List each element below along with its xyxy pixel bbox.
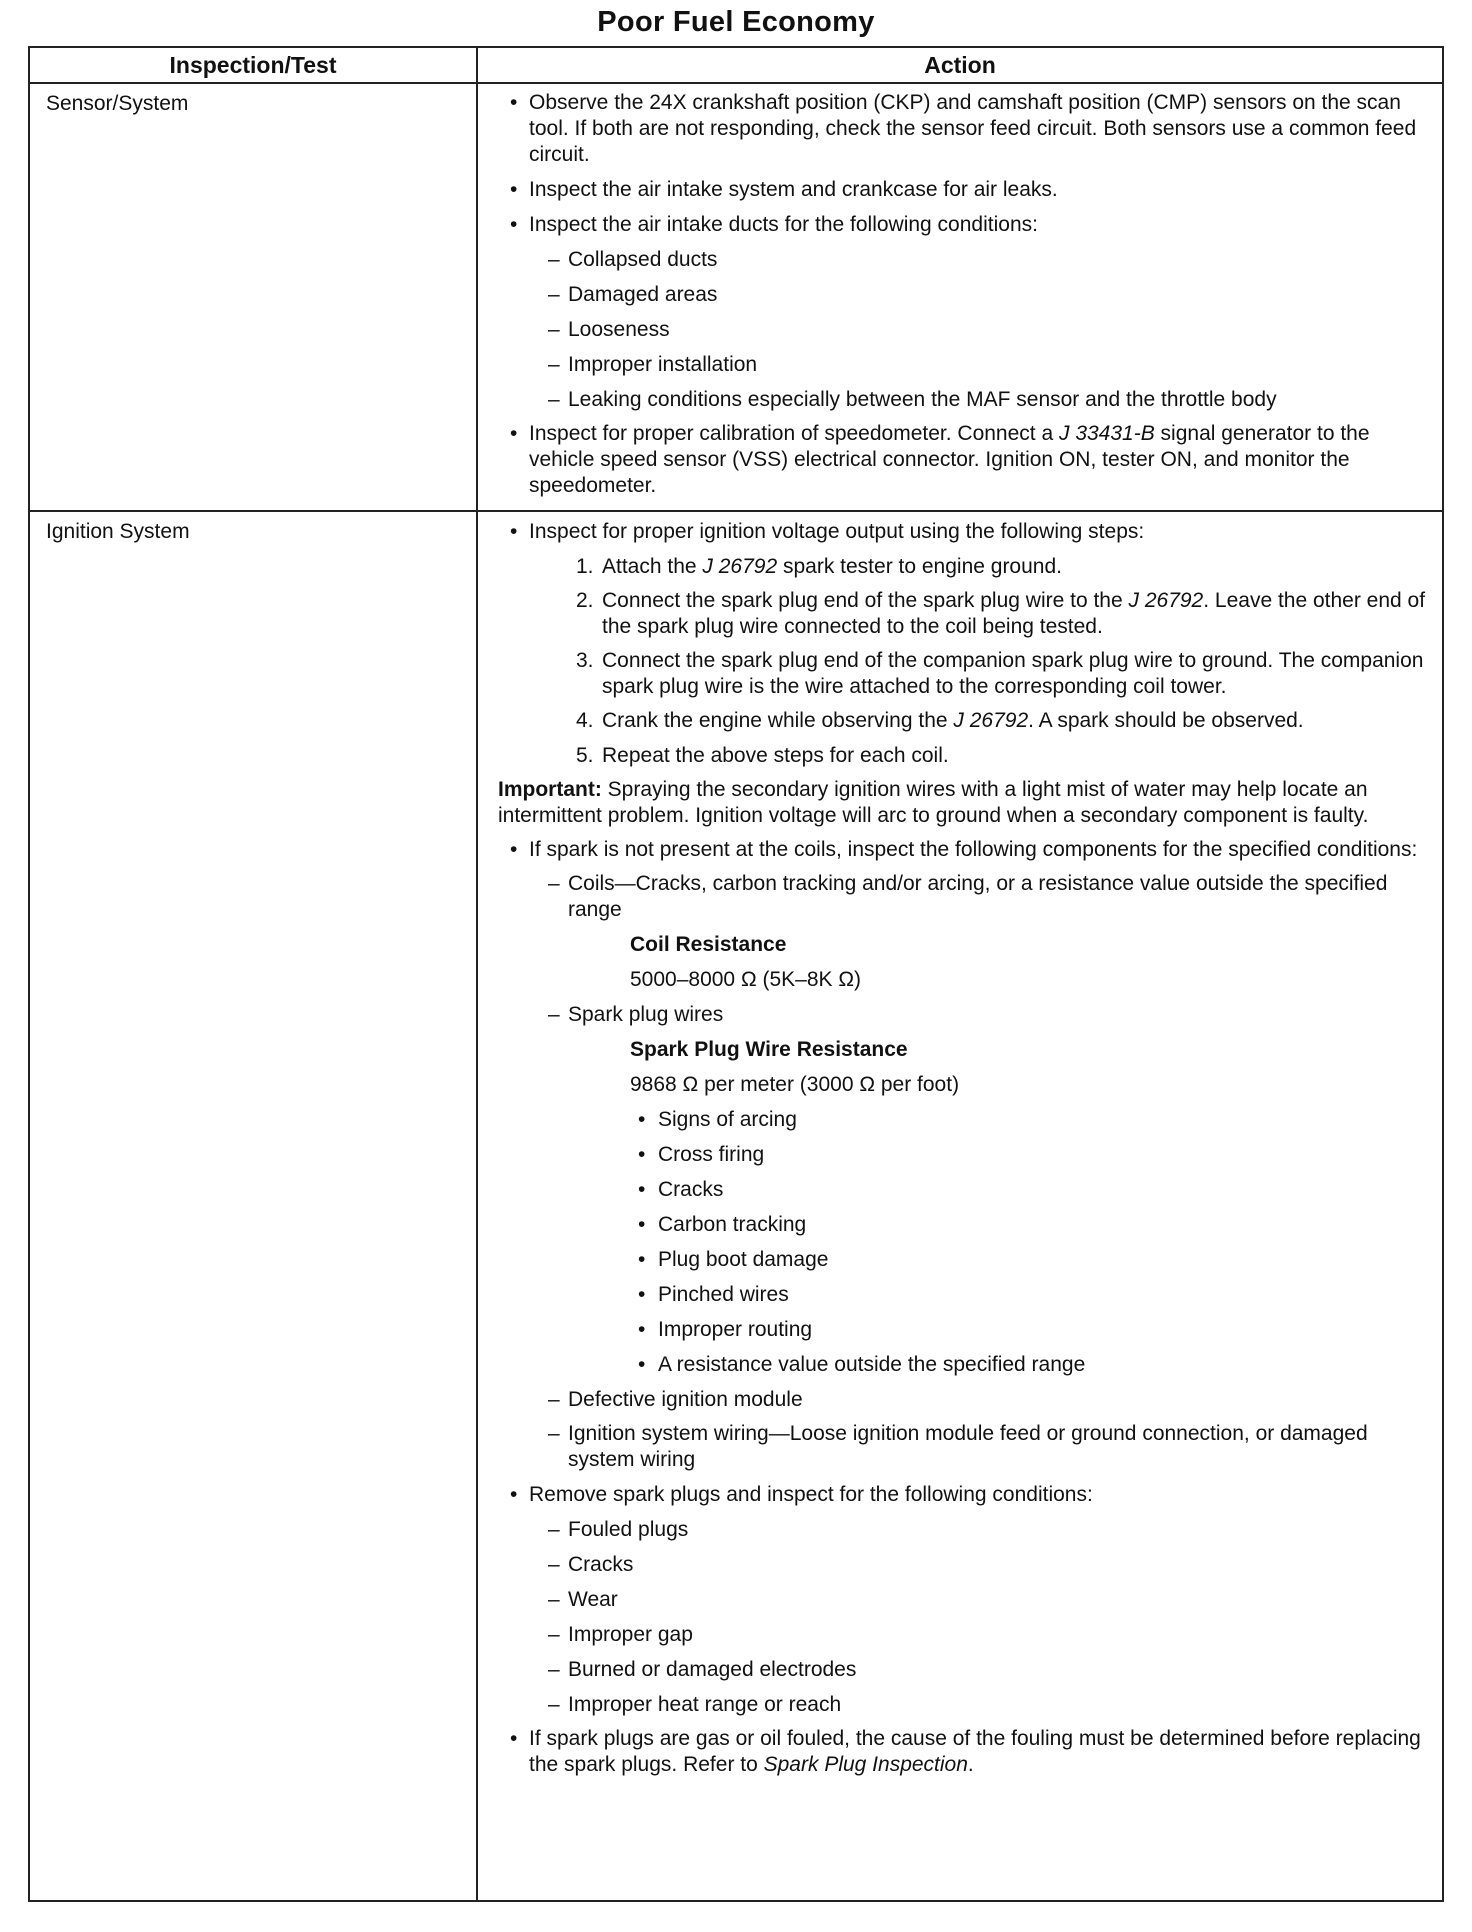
list-item: • If spark is not present at the coils, inspect the following components for the specified conditions: — [488, 837, 1428, 863]
list-item: • Signs of arcing — [488, 1106, 1428, 1133]
list-item: – Cracks — [488, 1551, 1428, 1578]
list-item: – Fouled plugs — [488, 1516, 1428, 1543]
step-number: 3. — [576, 649, 594, 672]
list-item: – Damaged areas — [488, 281, 1428, 308]
coil-resistance-value: 5000–8000 Ω (5K–8K Ω) — [630, 968, 862, 991]
list-item: • Observe the 24X crankshaft position (CKP) and camshaft position (CMP) sensors on the scan tool. If both are not responding, check the sensor feed circuit. Both sensors use a common feed circuit. — [488, 90, 1428, 168]
step-item — [488, 708, 1428, 734]
wire-resistance-title: Spark Plug Wire Resistance — [630, 1038, 908, 1061]
list-item — [488, 421, 1428, 499]
list-item: • A resistance value outside the specified range — [488, 1351, 1428, 1378]
text: signal generator to the vehicle speed sensor (VSS) electrical connector. Ignition ON, tester ON, and monitor the speedometer. — [529, 422, 1370, 497]
important-label: Important: — [498, 778, 602, 801]
list-item: • Cracks — [488, 1176, 1428, 1203]
row-label-sensor-system: Sensor/System — [46, 92, 189, 115]
list-item: – Looseness — [488, 316, 1428, 343]
step-item — [488, 648, 1428, 700]
important-note — [488, 777, 1428, 829]
list-item: – Leaking conditions especially between the MAF sensor and the throttle body — [488, 386, 1428, 413]
text: Spraying the secondary ignition wires with a light mist of water may help locate an intermittent problem. Ignition voltage will arc to ground when a secondary component is faulty. — [498, 778, 1369, 827]
step-number: 2. — [576, 589, 594, 612]
list-item: • Cross firing — [488, 1141, 1428, 1168]
list-item: – Coils—Cracks, carbon tracking and/or arcing, or a resistance value outside the specified range — [488, 871, 1428, 923]
tool-reference: J 26792 — [953, 709, 1029, 732]
tool-reference: J 26792 — [1128, 589, 1204, 612]
text: If spark plugs are gas or oil fouled, the cause of the fouling must be determined before replacing the spark plugs. Refer to — [529, 1727, 1421, 1776]
step-item — [488, 553, 1428, 580]
list-item: – Improper installation — [488, 351, 1428, 378]
text: Connect the spark plug end of the spark plug wire to the — [602, 589, 1129, 612]
coil-resistance-title: Coil Resistance — [630, 933, 787, 956]
list-item: • Inspect for proper ignition voltage output using the following steps: — [488, 518, 1428, 545]
text: Attach the — [602, 555, 703, 578]
column-divider — [476, 48, 478, 1900]
text: Inspect for proper calibration of speedometer. Connect a — [529, 422, 1059, 445]
text: Repeat the above steps for each coil. — [602, 744, 949, 767]
list-item: • Pinched wires — [488, 1281, 1428, 1308]
text: . — [967, 1753, 974, 1776]
header-divider — [30, 82, 1442, 84]
page-title: Poor Fuel Economy — [597, 6, 875, 38]
action-cell-ignition-system — [488, 518, 1428, 1786]
list-item: – Spark plug wires — [488, 1001, 1428, 1028]
header-inspection-test: Inspection/Test — [169, 52, 337, 78]
step-number: 1. — [576, 555, 594, 578]
cross-reference-link[interactable]: Spark Plug Inspection — [763, 1753, 968, 1776]
action-cell-sensor-system — [488, 90, 1428, 507]
text: Crank the engine while observing the — [602, 709, 954, 732]
list-item: – Burned or damaged electrodes — [488, 1656, 1428, 1683]
text: . Leave the other end of the spark plug wire connected to the coil being tested. — [602, 589, 1426, 638]
row-label-ignition-system: Ignition System — [46, 520, 190, 543]
list-item: • Remove spark plugs and inspect for the following conditions: — [488, 1481, 1428, 1508]
list-item: – Improper heat range or reach — [488, 1691, 1428, 1718]
step-number: 5. — [576, 744, 594, 767]
list-item: – Improper gap — [488, 1621, 1428, 1648]
step-number: 4. — [576, 709, 594, 732]
tool-reference: J 33431-B — [1058, 422, 1155, 445]
list-item: • Improper routing — [488, 1316, 1428, 1343]
step-item — [488, 588, 1428, 640]
text: Connect the spark plug end of the companion spark plug wire to ground. The companion spark plug wire is the wire attached to the corresponding coil tower. — [602, 649, 1424, 698]
list-item: • Inspect the air intake ducts for the following conditions: — [488, 211, 1428, 238]
tool-reference: J 26792 — [702, 555, 778, 578]
step-item — [488, 742, 1428, 769]
list-item: – Collapsed ducts — [488, 246, 1428, 273]
list-item: • Plug boot damage — [488, 1246, 1428, 1273]
text: . A spark should be observed. — [1028, 709, 1304, 732]
wire-resistance-value: 9868 Ω per meter (3000 Ω per foot) — [630, 1073, 960, 1096]
text: spark tester to engine ground. — [777, 555, 1062, 578]
list-item — [488, 1726, 1428, 1778]
list-item: – Ignition system wiring—Loose ignition module feed or ground connection, or damaged system wiring — [488, 1421, 1428, 1473]
list-item: – Wear — [488, 1586, 1428, 1613]
row-divider — [30, 510, 1442, 512]
list-item: • Carbon tracking — [488, 1211, 1428, 1238]
list-item: • Inspect the air intake system and crankcase for air leaks. — [488, 176, 1428, 203]
list-item: – Defective ignition module — [488, 1386, 1428, 1413]
diagnostic-table — [28, 46, 1444, 1902]
header-action: Action — [924, 52, 996, 78]
